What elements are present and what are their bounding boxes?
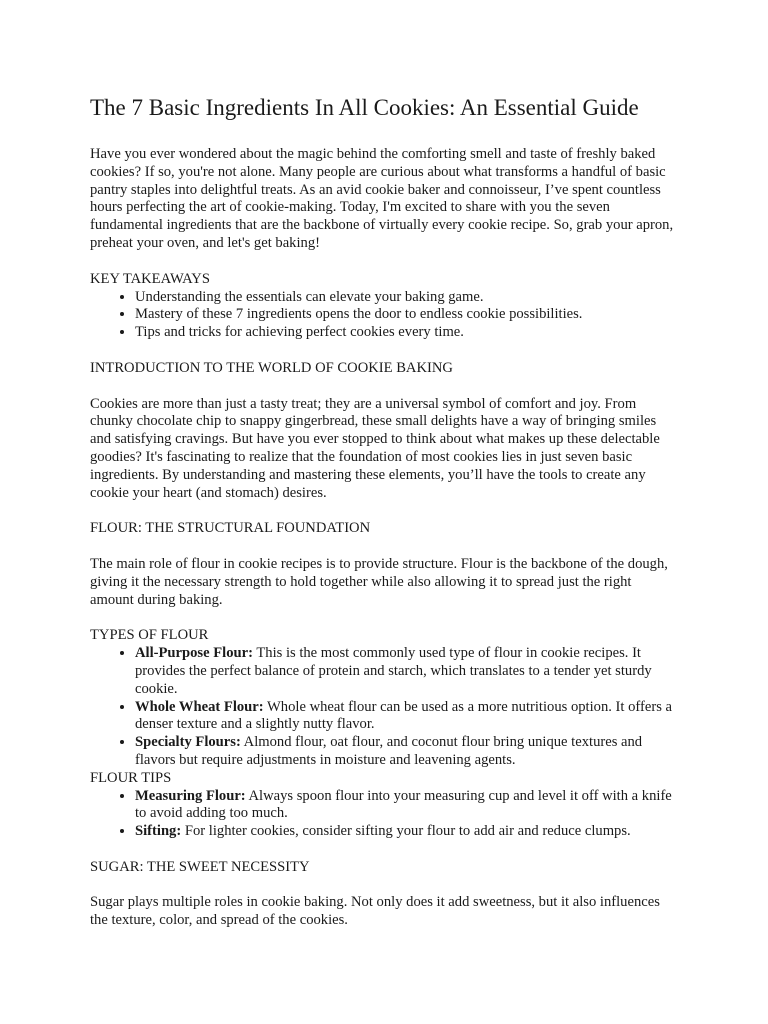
flour-paragraph: The main role of flour in cookie recipes is to provide structure. Flour is the backbone of the dough, giving it the necessary strength to hold together while also allowing it to spread just the right amount during baking. (90, 555, 668, 608)
list-item (135, 734, 678, 770)
list-item-text: Always spoon flour into your measuring cup and level it off with a knife to avoid adding too much. (135, 787, 672, 822)
sugar-heading: SUGAR: THE SWEET NECESSITY (90, 858, 310, 875)
list-item: • Tips and tricks for achieving perfect cookies every time. (135, 324, 678, 342)
list-item-term: All-Purpose Flour: (135, 645, 253, 662)
list-item-term: Specialty Flours: (135, 734, 241, 751)
key-takeaways-heading: KEY TAKEAWAYS (90, 270, 210, 287)
types-of-flour-list (90, 645, 678, 770)
list-item (135, 788, 678, 824)
list-item-text: This is the most commonly used type of flour in cookie recipes. It provides the perfect balance of protein and starch, which translates to a tender yet sturdy cookie. (135, 645, 652, 697)
list-item (135, 699, 678, 735)
page-title: The 7 Basic Ingredients In All Cookies: An Essential Guide (90, 95, 639, 120)
list-item-text: For lighter cookies, consider sifting your flour to add air and reduce clumps. (181, 823, 631, 840)
list-item-term: Measuring Flour: (135, 787, 246, 804)
list-item-text: Whole wheat flour can be used as a more nutritious option. It offers a denser texture and a slightly nutty flavor. (135, 698, 673, 733)
key-takeaways-list (90, 289, 678, 342)
list-item (135, 823, 678, 841)
types-of-flour-heading: TYPES OF FLOUR (90, 627, 209, 644)
list-item-term: Sifting: (135, 823, 182, 840)
flour-tips-heading: FLOUR TIPS (90, 769, 172, 786)
list-item: • Mastery of these 7 ingredients opens the door to endless cookie possibilities. (135, 306, 678, 324)
list-item-text: Almond flour, oat flour, and coconut flour bring unique textures and flavors but require adjustments in moisture and leavening agents. (135, 734, 643, 768)
list-item-term: Whole Wheat Flour: (135, 698, 264, 715)
intro-paragraph: Have you ever wondered about the magic behind the comforting smell and taste of freshly baked cookies? If so, you're not alone. Many people are curious about what transforms a handful of basic pantry staples into delightful treats. As an avid cookie baker and connoisseur, I’ve spent countless hours perfecting the art of cookie-making. Today, I'm excited to share with you the seven fundamental ingredients that are the backbone of virtually every cookie recipe. So, grab your apron, preheat your oven, and let's get baking! (90, 146, 674, 251)
list-item (135, 645, 678, 698)
flour-tips-list (90, 788, 678, 841)
sugar-paragraph: Sugar plays multiple roles in cookie baking. Not only does it add sweetness, but it also influences the texture, color, and spread of the cookies. (90, 894, 660, 929)
introduction-heading: INTRODUCTION TO THE WORLD OF COOKIE BAKING (90, 359, 453, 376)
list-item: • Understanding the essentials can elevate your baking game. (135, 289, 678, 307)
flour-heading: FLOUR: THE STRUCTURAL FOUNDATION (90, 520, 371, 537)
introduction-paragraph: Cookies are more than just a tasty treat; they are a universal symbol of comfort and joy. From chunky chocolate chip to snappy gingerbread, these small delights have a way of bringing smiles and satisfying cravings. But have you ever stopped to think about what makes up these delectable goodies? It's fascinating to realize that the foundation of most cookies lies in just seven basic ingredients. By understanding and mastering these elements, you’ll have the tools to create any cookie your heart (and stomach) desires. (90, 395, 660, 501)
